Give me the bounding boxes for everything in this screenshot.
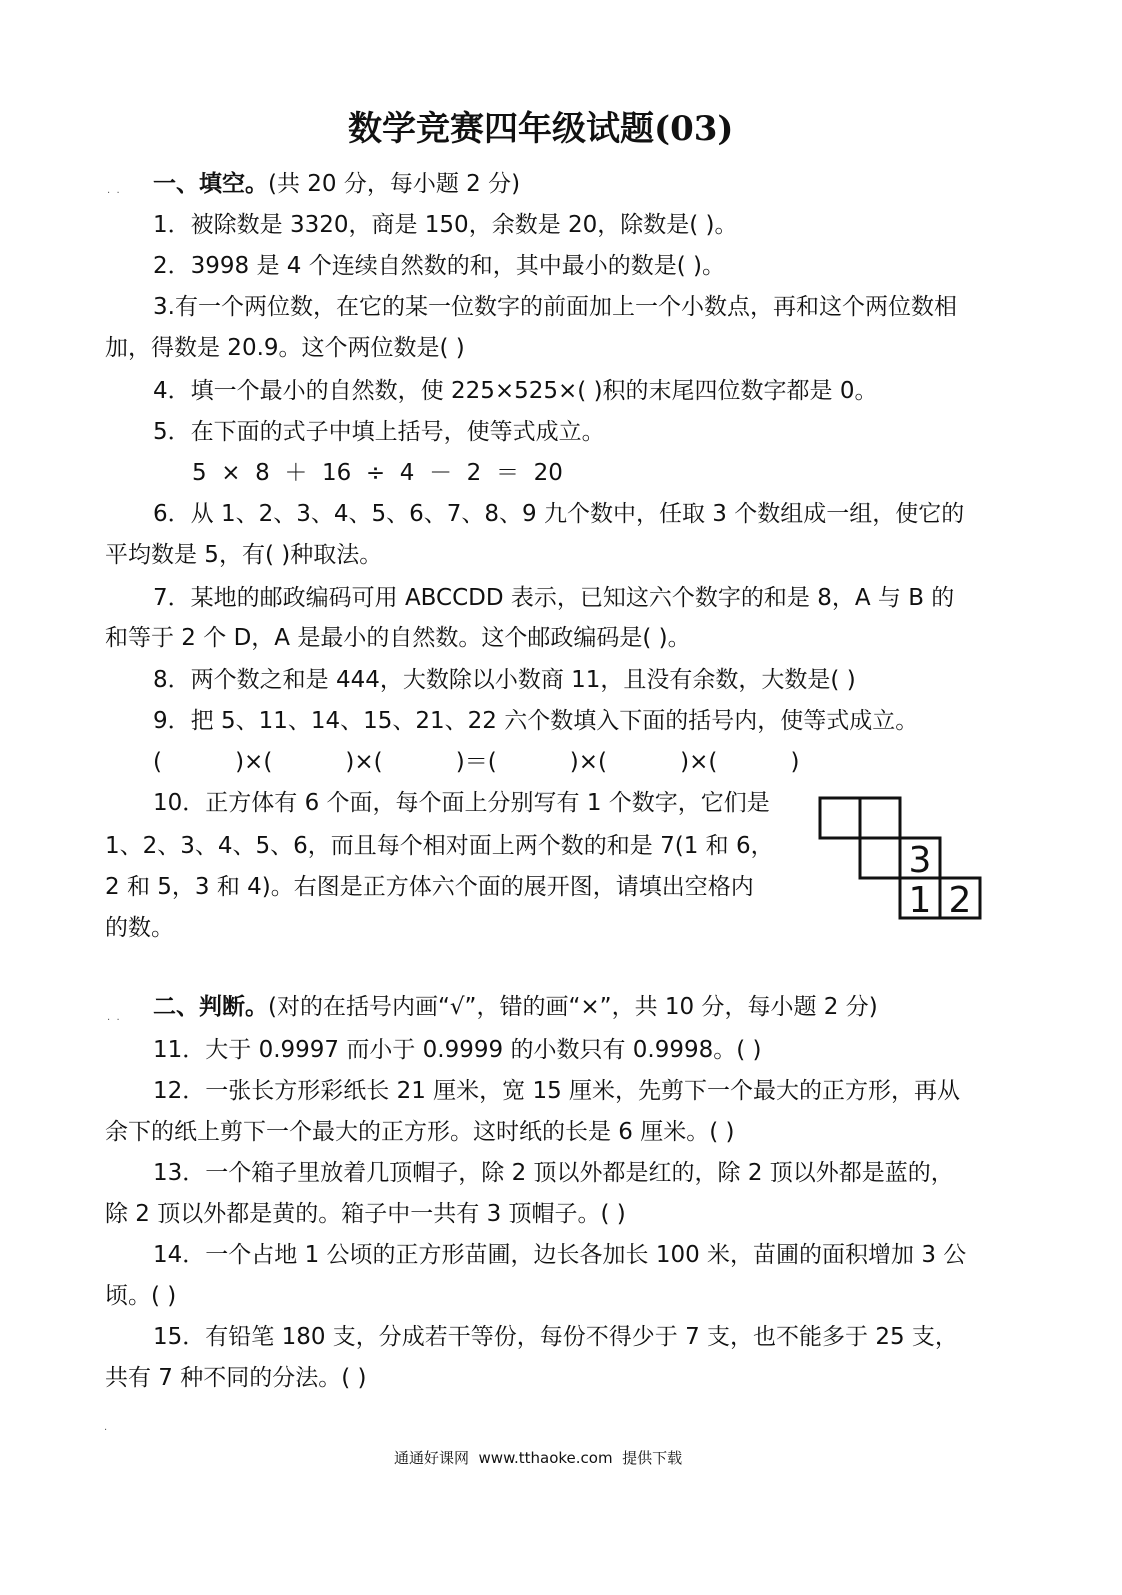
question-2: 2．3998 是 4 个连续自然数的和，其中最小的数是( )。 bbox=[153, 253, 725, 279]
net-cell-empty-3 bbox=[860, 838, 900, 878]
net-label-2: 2 bbox=[948, 880, 972, 921]
question-3-line-1: 3.有一个两位数，在它的某一位数字的前面加上一个小数点，再和这个两位数相 bbox=[153, 294, 957, 320]
margin-mark: . . bbox=[107, 185, 120, 196]
question-14-line-2: 顷。( ) bbox=[105, 1283, 177, 1309]
net-cell-empty-2 bbox=[860, 798, 900, 838]
question-4: 4．填一个最小的自然数，使 225×525×( )积的末尾四位数字都是 0。 bbox=[153, 378, 878, 404]
question-9: 9．把 5、11、14、15、21、22 六个数填入下面的括号内，使等式成立。 bbox=[153, 708, 919, 734]
section-2-heading: 二、判断。 bbox=[153, 994, 268, 1020]
question-10-line-2: 1、2、3、4、5、6，而且每个相对面上两个数的和是 7(1 和 6， bbox=[105, 833, 774, 859]
footer-source: 通通好课网 www.tthaoke.com 提供下载 bbox=[394, 1449, 683, 1467]
question-15-line-2: 共有 7 种不同的分法。( ) bbox=[105, 1365, 367, 1391]
question-8: 8．两个数之和是 444，大数除以小数商 11，且没有余数，大数是( ) bbox=[153, 667, 856, 693]
section-1-heading: 一、填空。 bbox=[153, 171, 268, 197]
question-12-line-1: 12．一张长方形彩纸长 21 厘米，宽 15 厘米，先剪下一个最大的正方形，再从 bbox=[153, 1078, 961, 1104]
section-1-heading-line bbox=[153, 173, 520, 196]
question-1: 1．被除数是 3320，商是 150，余数是 20，除数是( )。 bbox=[153, 212, 738, 238]
question-6-line-1: 6．从 1、2、3、4、5、6、7、8、9 九个数中，任取 3 个数组成一组，使它的 bbox=[153, 501, 965, 527]
cube-net-diagram bbox=[815, 793, 985, 923]
net-label-3: 3 bbox=[908, 840, 932, 881]
question-7-line-2: 和等于 2 个 D，A 是最小的自然数。这个邮政编码是( )。 bbox=[105, 625, 691, 651]
page-title: 数学竞赛四年级试题(03) bbox=[348, 109, 734, 149]
question-7-line-1: 7．某地的邮政编码可用 ABCCDD 表示，已知这六个数字的和是 8，A 与 B 的 bbox=[153, 585, 955, 611]
net-cell-empty-1 bbox=[820, 798, 860, 838]
question-5-expression: 5 × 8 ＋ 16 ÷ 4 － 2 ＝ 20 bbox=[192, 460, 563, 486]
question-12-line-2: 余下的纸上剪下一个最大的正方形。这时纸的长是 6 厘米。( ) bbox=[105, 1119, 735, 1145]
question-15-line-1: 15．有铅笔 180 支，分成若干等份，每份不得少于 7 支，也不能多于 25 支， bbox=[153, 1324, 958, 1350]
question-10-line-4: 的数。 bbox=[105, 915, 174, 941]
question-9-expression: ( )×( )×( )＝( )×( )×( ) bbox=[153, 749, 800, 775]
question-3-line-2: 加，得数是 20.9。这个两位数是( ) bbox=[105, 335, 465, 361]
question-5: 5．在下面的式子中填上括号，使等式成立。 bbox=[153, 419, 605, 445]
section-1-note: (共 20 分，每小题 2 分) bbox=[268, 171, 521, 197]
question-6-line-2: 平均数是 5，有( )种取法。 bbox=[105, 542, 383, 568]
net-label-1: 1 bbox=[908, 880, 932, 921]
margin-mark: . bbox=[104, 1422, 108, 1433]
section-2-heading-line bbox=[153, 996, 878, 1019]
question-13-line-2: 除 2 顶以外都是黄的。箱子中一共有 3 顶帽子。( ) bbox=[105, 1201, 626, 1227]
margin-mark: . . bbox=[107, 1012, 120, 1023]
section-2-note: (对的在括号内画“√”，错的画“×”，共 10 分，每小题 2 分) bbox=[268, 994, 878, 1020]
question-11: 11．大于 0.9997 而小于 0.9999 的小数只有 0.9998。( ) bbox=[153, 1037, 762, 1063]
question-14-line-1: 14．一个占地 1 公顷的正方形苗圃，边长各加长 100 米，苗圃的面积增加 3 公 bbox=[153, 1242, 967, 1268]
question-10-line-3: 2 和 5，3 和 4)。右图是正方体六个面的展开图，请填出空格内 bbox=[105, 874, 754, 900]
question-10-line-1: 10．正方体有 6 个面，每个面上分别写有 1 个数字，它们是 bbox=[153, 790, 770, 816]
question-13-line-1: 13．一个箱子里放着几顶帽子，除 2 顶以外都是红的，除 2 顶以外都是蓝的， bbox=[153, 1160, 954, 1186]
